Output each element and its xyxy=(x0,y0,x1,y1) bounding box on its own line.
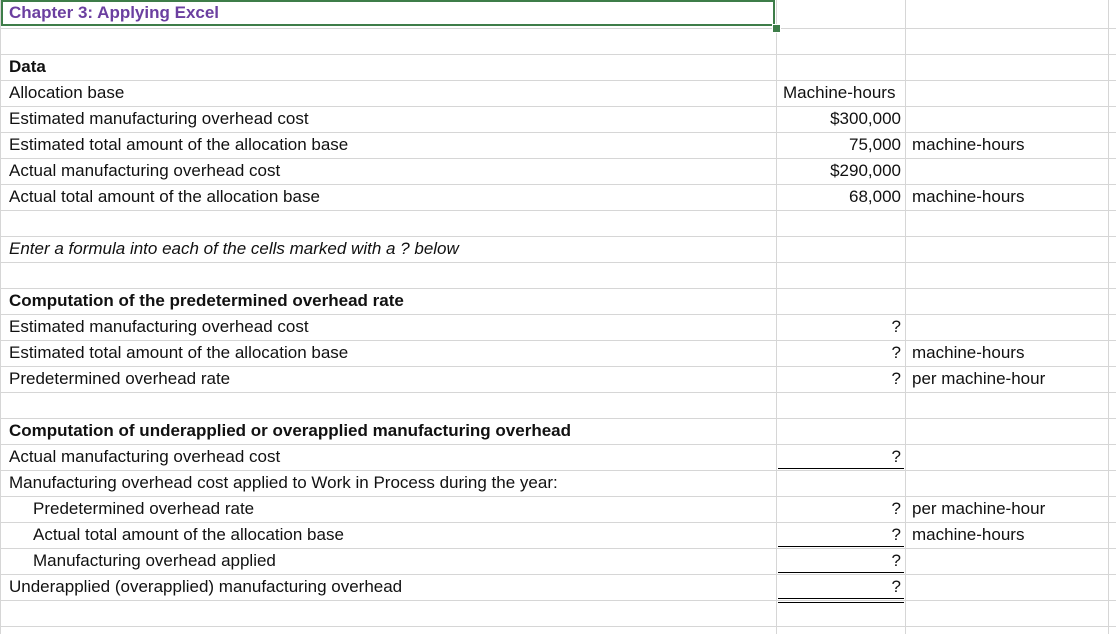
rate-heading-row xyxy=(0,288,1116,314)
fill-handle[interactable] xyxy=(772,24,781,33)
row-label[interactable]: Manufacturing overhead cost applied to Work in Process during the year: xyxy=(9,473,558,492)
data-row xyxy=(0,158,1116,184)
unit-cell[interactable]: machine-hours xyxy=(912,135,1025,154)
data-row xyxy=(0,106,1116,132)
under-heading[interactable]: Computation of underapplied or overapplied manufacturing overhead xyxy=(9,421,571,440)
value-cell[interactable]: 75,000 xyxy=(849,135,901,154)
formula-cell[interactable]: ? xyxy=(891,525,901,544)
data-row xyxy=(0,80,1116,106)
formula-cell[interactable]: ? xyxy=(891,343,901,362)
row-label[interactable]: Predetermined overhead rate xyxy=(9,369,231,388)
grid-line xyxy=(0,210,1116,211)
unit-cell[interactable]: per machine-hour xyxy=(912,369,1046,388)
row-label[interactable]: Actual manufacturing overhead cost xyxy=(9,447,281,466)
row-label[interactable]: Allocation base xyxy=(9,83,125,102)
unit-cell[interactable]: machine-hours xyxy=(912,187,1025,206)
data-row xyxy=(0,132,1116,158)
row-label[interactable]: Actual total amount of the allocation base xyxy=(9,187,320,206)
rate-row xyxy=(0,340,1116,366)
under-row xyxy=(0,522,1116,548)
grid-line xyxy=(0,600,1116,601)
under-row xyxy=(0,574,1116,600)
double-underline xyxy=(778,598,904,603)
rate-row xyxy=(0,366,1116,392)
row-label[interactable]: Estimated manufacturing overhead cost xyxy=(9,109,309,128)
value-cell[interactable]: Machine-hours xyxy=(783,83,896,102)
under-row xyxy=(0,444,1116,470)
underline xyxy=(778,546,904,547)
rate-heading[interactable]: Computation of the predetermined overhead rate xyxy=(9,291,404,310)
value-cell[interactable]: $290,000 xyxy=(830,161,901,180)
grid-line xyxy=(0,626,1116,627)
rate-row xyxy=(0,314,1116,340)
unit-cell[interactable]: machine-hours xyxy=(912,343,1025,362)
under-row xyxy=(0,548,1116,574)
under-heading-row xyxy=(0,418,1116,444)
under-row xyxy=(0,496,1116,522)
row-label[interactable]: Actual total amount of the allocation base xyxy=(33,525,344,544)
value-cell[interactable]: $300,000 xyxy=(830,109,901,128)
title-cell[interactable]: Chapter 3: Applying Excel xyxy=(1,0,775,26)
row-label[interactable]: Actual manufacturing overhead cost xyxy=(9,161,281,180)
instruction-text[interactable]: Enter a formula into each of the cells marked with a ? below xyxy=(9,239,459,258)
row-label[interactable]: Estimated manufacturing overhead cost xyxy=(9,317,309,336)
formula-cell[interactable]: ? xyxy=(891,369,901,388)
formula-cell[interactable]: ? xyxy=(891,551,901,570)
unit-cell[interactable]: per machine-hour xyxy=(912,499,1046,518)
formula-cell[interactable]: ? xyxy=(891,577,901,596)
value-cell[interactable]: 68,000 xyxy=(849,187,901,206)
data-heading[interactable]: Data xyxy=(9,57,46,76)
grid-line xyxy=(0,28,1116,29)
row-label[interactable]: Estimated total amount of the allocation base xyxy=(9,135,349,154)
grid-line xyxy=(0,392,1116,393)
instruction-row xyxy=(0,236,1116,262)
data-row xyxy=(0,184,1116,210)
formula-cell[interactable]: ? xyxy=(891,317,901,336)
underline xyxy=(778,468,904,469)
formula-cell[interactable]: ? xyxy=(891,447,901,466)
data-heading-row xyxy=(0,54,1116,80)
row-label[interactable]: Underapplied (overapplied) manufacturing overhead xyxy=(9,577,403,596)
formula-cell[interactable]: ? xyxy=(891,499,901,518)
row-label[interactable]: Predetermined overhead rate xyxy=(33,499,255,518)
under-row xyxy=(0,470,1116,496)
underline xyxy=(778,572,904,573)
row-label[interactable]: Manufacturing overhead applied xyxy=(33,551,276,570)
grid-line xyxy=(0,262,1116,263)
row-label[interactable]: Estimated total amount of the allocation base xyxy=(9,343,349,362)
unit-cell[interactable]: machine-hours xyxy=(912,525,1025,544)
